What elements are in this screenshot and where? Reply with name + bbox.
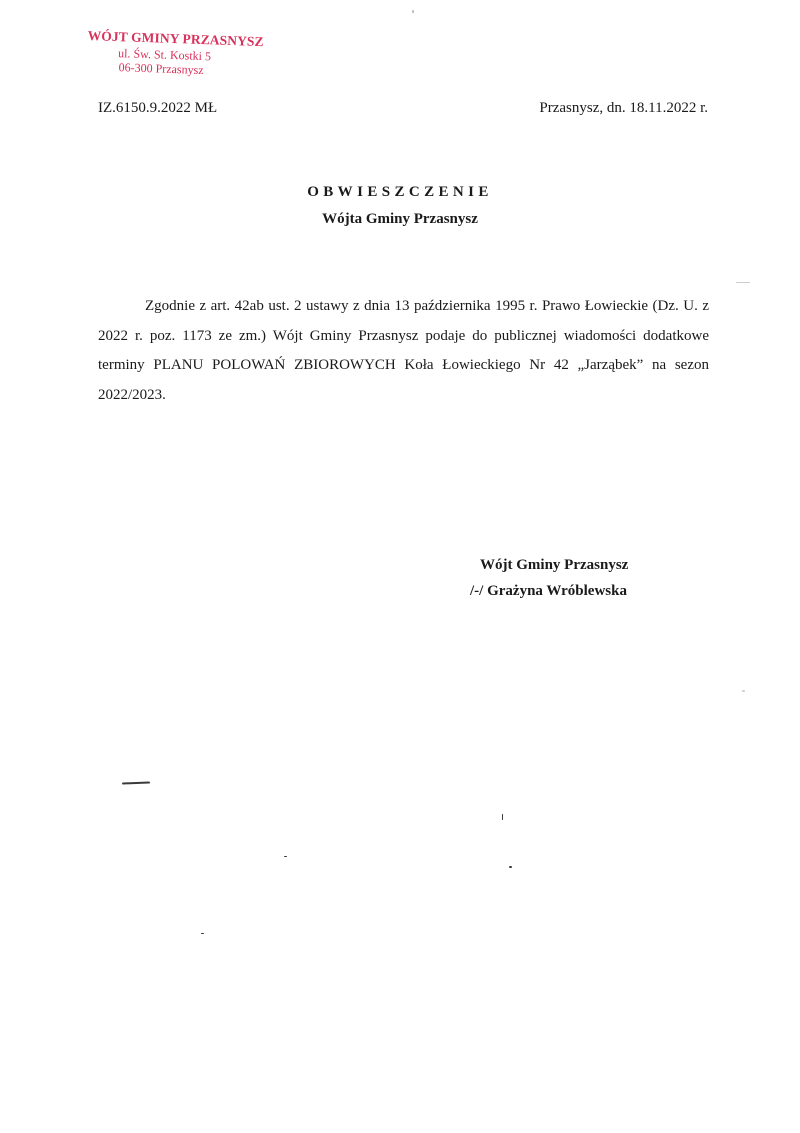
scan-mark [502, 814, 503, 820]
stamp-address: ul. Św. St. Kostki 5 [117, 46, 212, 64]
announcement-body: Zgodnie z art. 42ab ust. 2 ustawy z dnia 13 października 1995 r. Prawo Łowieckie (Dz. U. z 2022 r. poz. 1173 ze zm.) Wójt Gminy Przasnysz podaje do publicznej wiadomości dodatkowe terminy PLANU POLOWAŃ ZBIOROWYCH Koła Łowieckiego Nr 42 „Jarząbek” na sezon 2022/2023. [98, 298, 709, 403]
scan-mark [201, 933, 204, 934]
document-title: OBWIESZCZENIE [307, 184, 493, 200]
scan-mark [509, 866, 512, 868]
document-subtitle: Wójta Gminy Przasnysz [322, 211, 478, 227]
stamp-postal: 06-300 Przasnysz [118, 60, 204, 78]
signature-name: /-/ Grażyna Wróblewska [470, 583, 627, 599]
reference-number: IZ.6150.9.2022 MŁ [98, 100, 218, 116]
signature-role: Wójt Gminy Przasnysz [480, 557, 629, 573]
scan-mark [122, 782, 150, 785]
scan-mark [736, 282, 750, 283]
scan-mark [412, 10, 414, 13]
stamp-title: WÓJT GMINY PRZASNYSZ [87, 28, 264, 50]
place-and-date: Przasnysz, dn. 18.11.2022 r. [539, 100, 708, 116]
scan-mark [742, 690, 745, 692]
office-stamp [86, 28, 287, 80]
scan-mark [284, 856, 287, 857]
